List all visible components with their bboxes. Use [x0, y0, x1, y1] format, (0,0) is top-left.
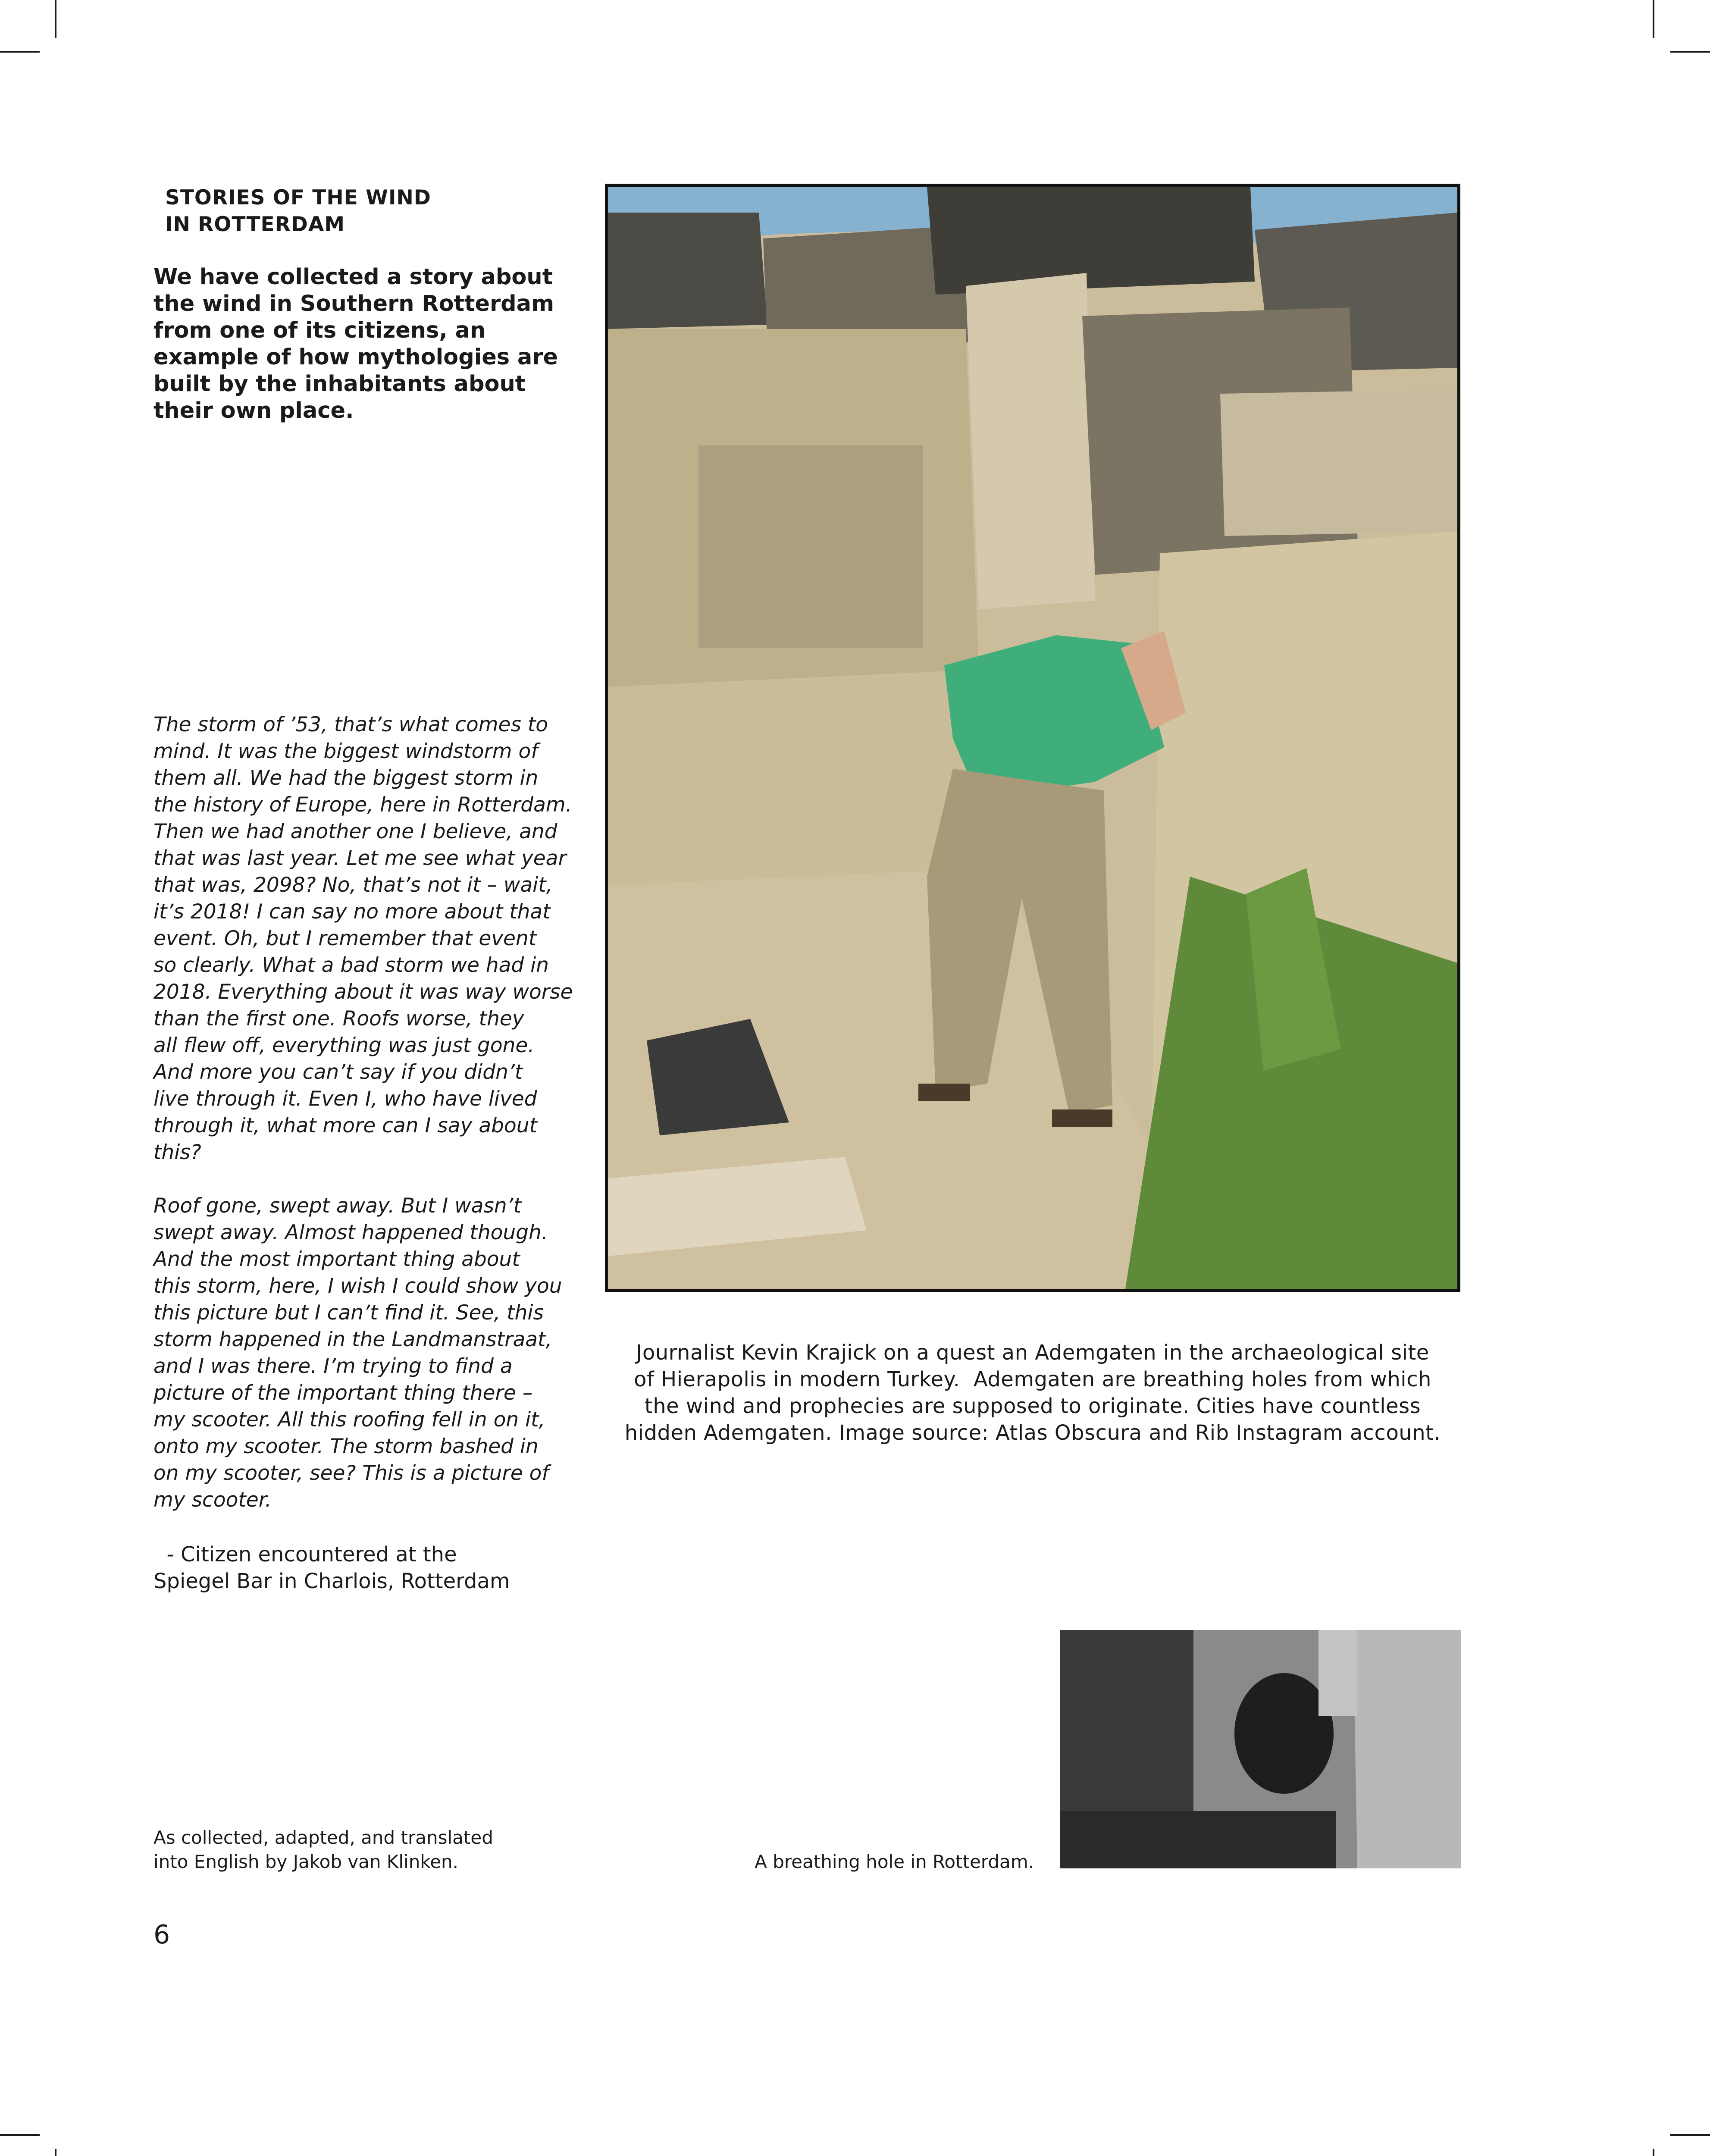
- story-line: event. Oh, but I remember that event: [153, 927, 537, 950]
- kicker-line: STORIES OF THE WIND: [165, 186, 431, 210]
- story-line: the history of Europe, here in Rotterdam.: [153, 793, 572, 817]
- building-photo-illustration: [1060, 1630, 1461, 1868]
- person-shoe-left: [918, 1084, 970, 1101]
- story-line: on my scooter, see? This is a picture of: [153, 1461, 549, 1485]
- story-line: than the first one. Roofs worse, they: [153, 1007, 524, 1031]
- story-line: swept away. Almost happened though.: [153, 1221, 548, 1244]
- crop-mark-bottom-right-h: [1670, 2134, 1710, 2136]
- section-kicker: [165, 185, 553, 238]
- crop-mark-bottom-left-v: [55, 2149, 56, 2156]
- caption-line: of Hierapolis in modern Turkey. Ademgaten are breathing holes from which: [634, 1367, 1431, 1391]
- story-line: that was last year. Let me see what year: [153, 846, 567, 870]
- story-line: my scooter. All this roofing fell in on it,: [153, 1408, 545, 1432]
- paragraph-gap: [153, 1166, 585, 1193]
- breathing-hole-caption: A breathing hole in Rotterdam.: [755, 1851, 1034, 1872]
- lede-line: example of how mythologies are: [153, 345, 558, 370]
- story-line: that was, 2098? No, that’s not it – wait,: [153, 873, 553, 897]
- main-photo: [605, 184, 1460, 1292]
- stone-wall-lower-left: [608, 674, 987, 885]
- story-line: And the most important thing about: [153, 1247, 520, 1271]
- story-line: Roof gone, swept away. But I wasn’t: [153, 1194, 522, 1218]
- glass-panels: [1319, 1630, 1357, 1716]
- main-photo-caption: [605, 1339, 1460, 1446]
- crop-mark-top-left-h: [0, 51, 40, 53]
- caption-line: the wind and prophecies are supposed to originate. Cities have countless: [644, 1394, 1421, 1418]
- story-line: so clearly. What a bad storm we had in: [153, 953, 549, 977]
- story-line: storm happened in the Landmanstraat,: [153, 1328, 552, 1351]
- story-line: mind. It was the biggest windstorm of: [153, 740, 538, 763]
- story-line: picture of the important thing there –: [153, 1381, 533, 1405]
- translator-line: into English by Jakob van Klinken.: [153, 1851, 459, 1872]
- lede-paragraph: [153, 264, 558, 424]
- caption-line: hidden Ademgaten. Image source: Atlas Obscura and Rib Instagram account.: [624, 1421, 1441, 1445]
- story-line: them all. We had the biggest storm in: [153, 766, 539, 790]
- stone-block-left: [698, 445, 923, 648]
- lede-line: their own place.: [153, 398, 354, 423]
- kicker-line: IN ROTTERDAM: [165, 213, 345, 236]
- story-line: Then we had another one I believe, and: [153, 820, 557, 843]
- story-line: onto my scooter. The storm bashed in: [153, 1435, 539, 1458]
- story-line: this picture but I can’t find it. See, this: [153, 1301, 544, 1325]
- breathing-hole-photo: [1060, 1630, 1461, 1868]
- caption-line: Journalist Kevin Krajick on a quest an Ademgaten in the archaeological site: [636, 1341, 1429, 1365]
- citizen-story: [153, 711, 585, 1514]
- story-line: this?: [153, 1141, 201, 1164]
- crop-mark-top-right-h: [1670, 51, 1710, 53]
- story-line: and I was there. I’m trying to find a: [153, 1354, 513, 1378]
- crop-mark-bottom-left-h: [0, 2134, 40, 2136]
- lede-line: We have collected a story about: [153, 264, 553, 290]
- page-number: 6: [153, 1920, 170, 1950]
- ruins-photo-illustration: [608, 187, 1457, 1289]
- story-line: And more you can’t say if you didn’t: [153, 1060, 523, 1084]
- story-paragraph-2: [153, 1193, 585, 1514]
- translator-line: As collected, adapted, and translated: [153, 1827, 493, 1848]
- crop-mark-top-right-v: [1653, 0, 1654, 38]
- story-line: this storm, here, I wish I could show you: [153, 1274, 562, 1298]
- lede-line: the wind in Southern Rotterdam: [153, 291, 554, 317]
- story-line: live through it. Even I, who have lived: [153, 1087, 537, 1111]
- story-line: it’s 2018! I can say no more about that: [153, 900, 551, 924]
- person-shoe-right: [1052, 1109, 1112, 1127]
- building-base: [1060, 1811, 1336, 1868]
- story-line: The storm of ’53, that’s what comes to: [153, 713, 548, 736]
- story-attribution: [153, 1541, 585, 1595]
- crop-mark-top-left-v: [55, 0, 56, 38]
- arched-niche: [966, 273, 1095, 609]
- stone-block-right: [1220, 389, 1457, 536]
- story-line: 2018. Everything about it was way worse: [153, 980, 573, 1004]
- lede-line: from one of its citizens, an: [153, 318, 486, 343]
- story-line: all flew off, everything was just gone.: [153, 1034, 535, 1057]
- dark-stone-top-left: [608, 213, 767, 329]
- dark-lintel: [927, 187, 1255, 295]
- story-line: my scooter.: [153, 1488, 272, 1512]
- crop-mark-bottom-right-v: [1653, 2149, 1654, 2156]
- story-paragraph-1: [153, 711, 585, 1166]
- attribution-line: Spiegel Bar in Charlois, Rotterdam: [153, 1569, 510, 1593]
- lede-line: built by the inhabitants about: [153, 371, 526, 397]
- story-line: through it, what more can I say about: [153, 1114, 537, 1138]
- attribution-line: - Citizen encountered at the: [153, 1542, 457, 1567]
- tower-background: [1353, 1630, 1461, 1868]
- translator-credit: [153, 1826, 585, 1874]
